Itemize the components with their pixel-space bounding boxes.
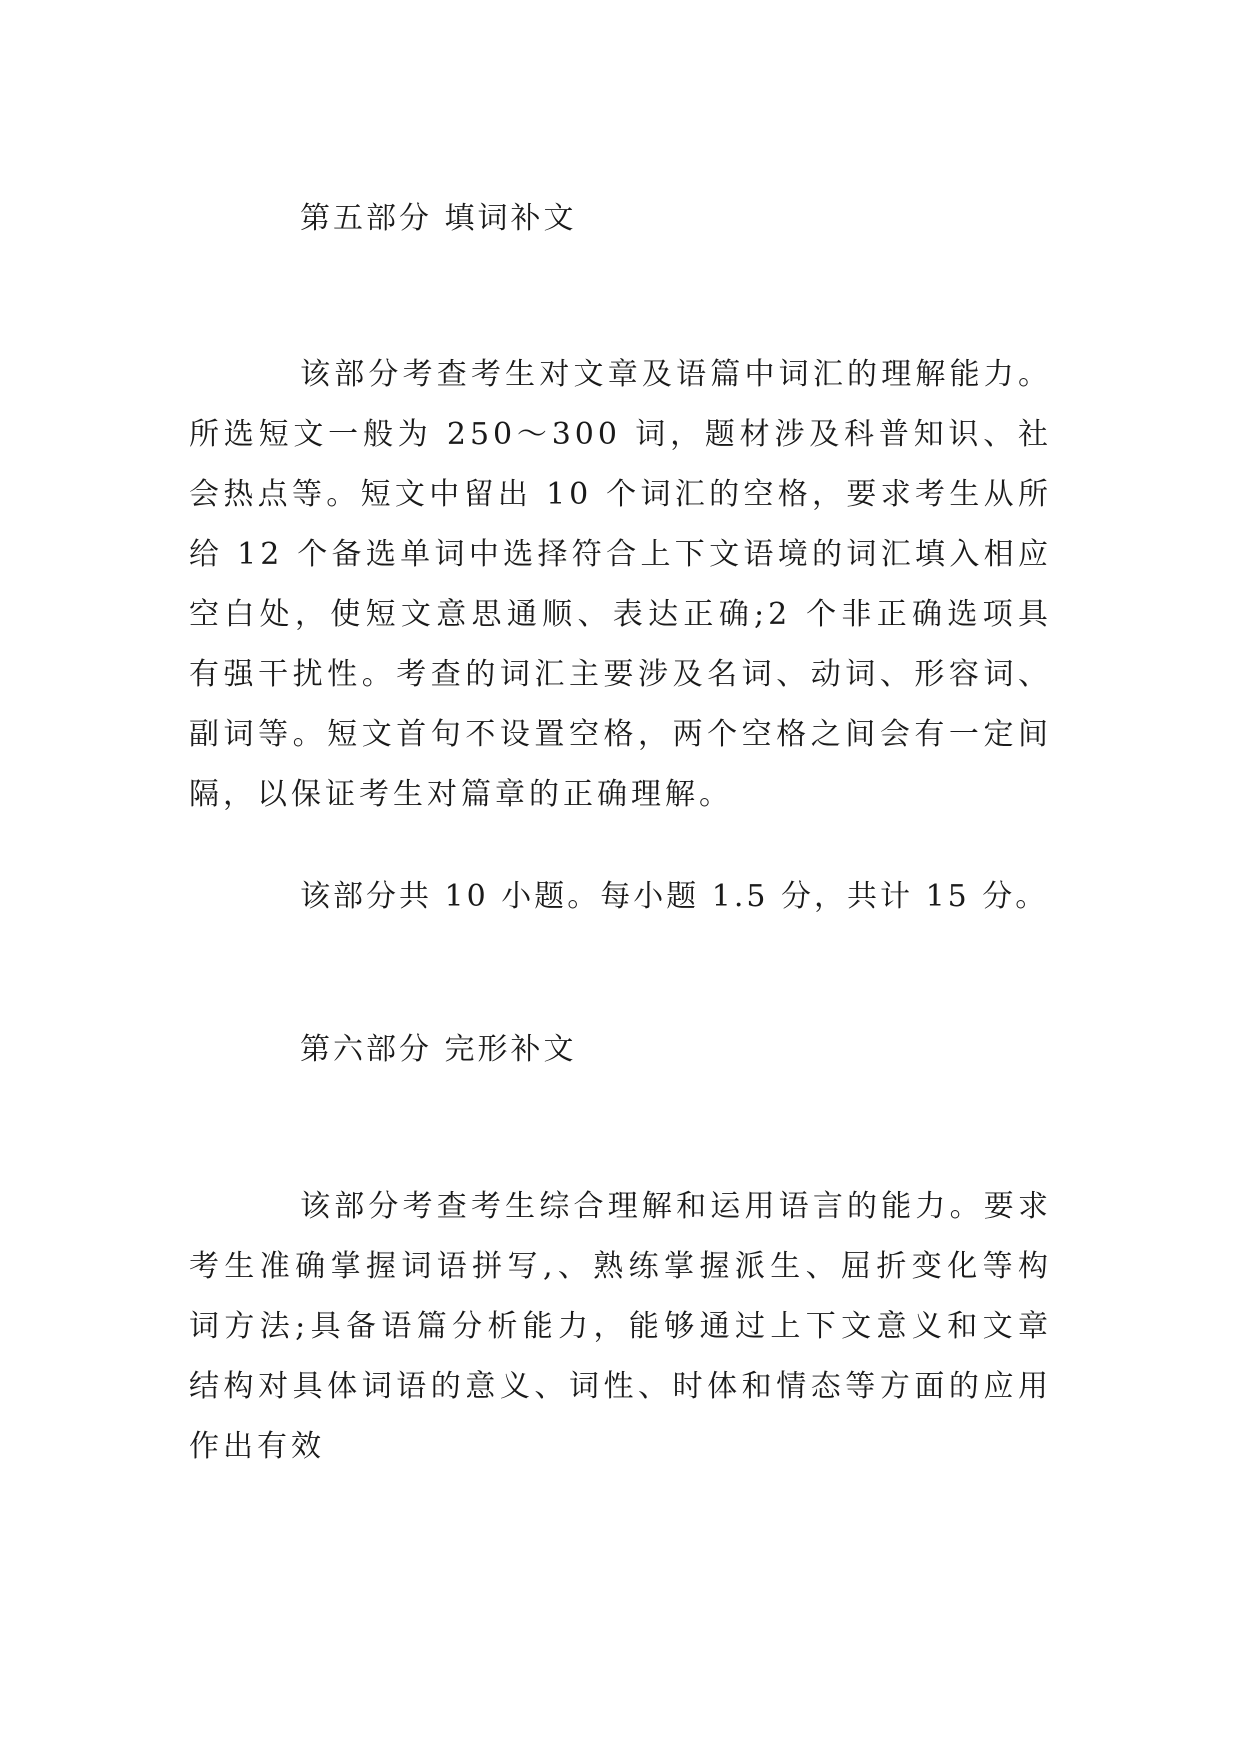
section-6-paragraph: 该部分考查考生综合理解和运用语言的能力。要求考生准确掌握词语拼写,、熟练掌握派生、屈折变化等构词方法;具备语篇分析能力，能够通过上下文意义和文章结构对具体词语的意义、词性、时体和情态等方面的应用作出有效 xyxy=(189,1189,1052,1464)
section-5-heading: 第五部分 填词补文 xyxy=(300,201,577,236)
section-5-scoring: 该部分共 10 小题。每小题 1.5 分，共计 15 分。 xyxy=(300,879,1049,914)
section-6-heading: 第六部分 完形补文 xyxy=(300,1032,577,1067)
section-5-paragraph: 该部分考查考生对文章及语篇中词汇的理解能力。所选短文一般为 250～300 词，题材涉及科普知识、社会热点等。短文中留出 10 个词汇的空格，要求考生从所给 12 个备选单词中选择符合上下文语境的词汇填入相应空白处，使短文意思通顺、表达正确;2 个非正确选项具有强干扰性。考查的词汇主要涉及名词、动词、形容词、副词等。短文首句不设置空格，两个空格之间会有一定间隔，以保证考生对篇章的正确理解。 xyxy=(189,357,1052,812)
